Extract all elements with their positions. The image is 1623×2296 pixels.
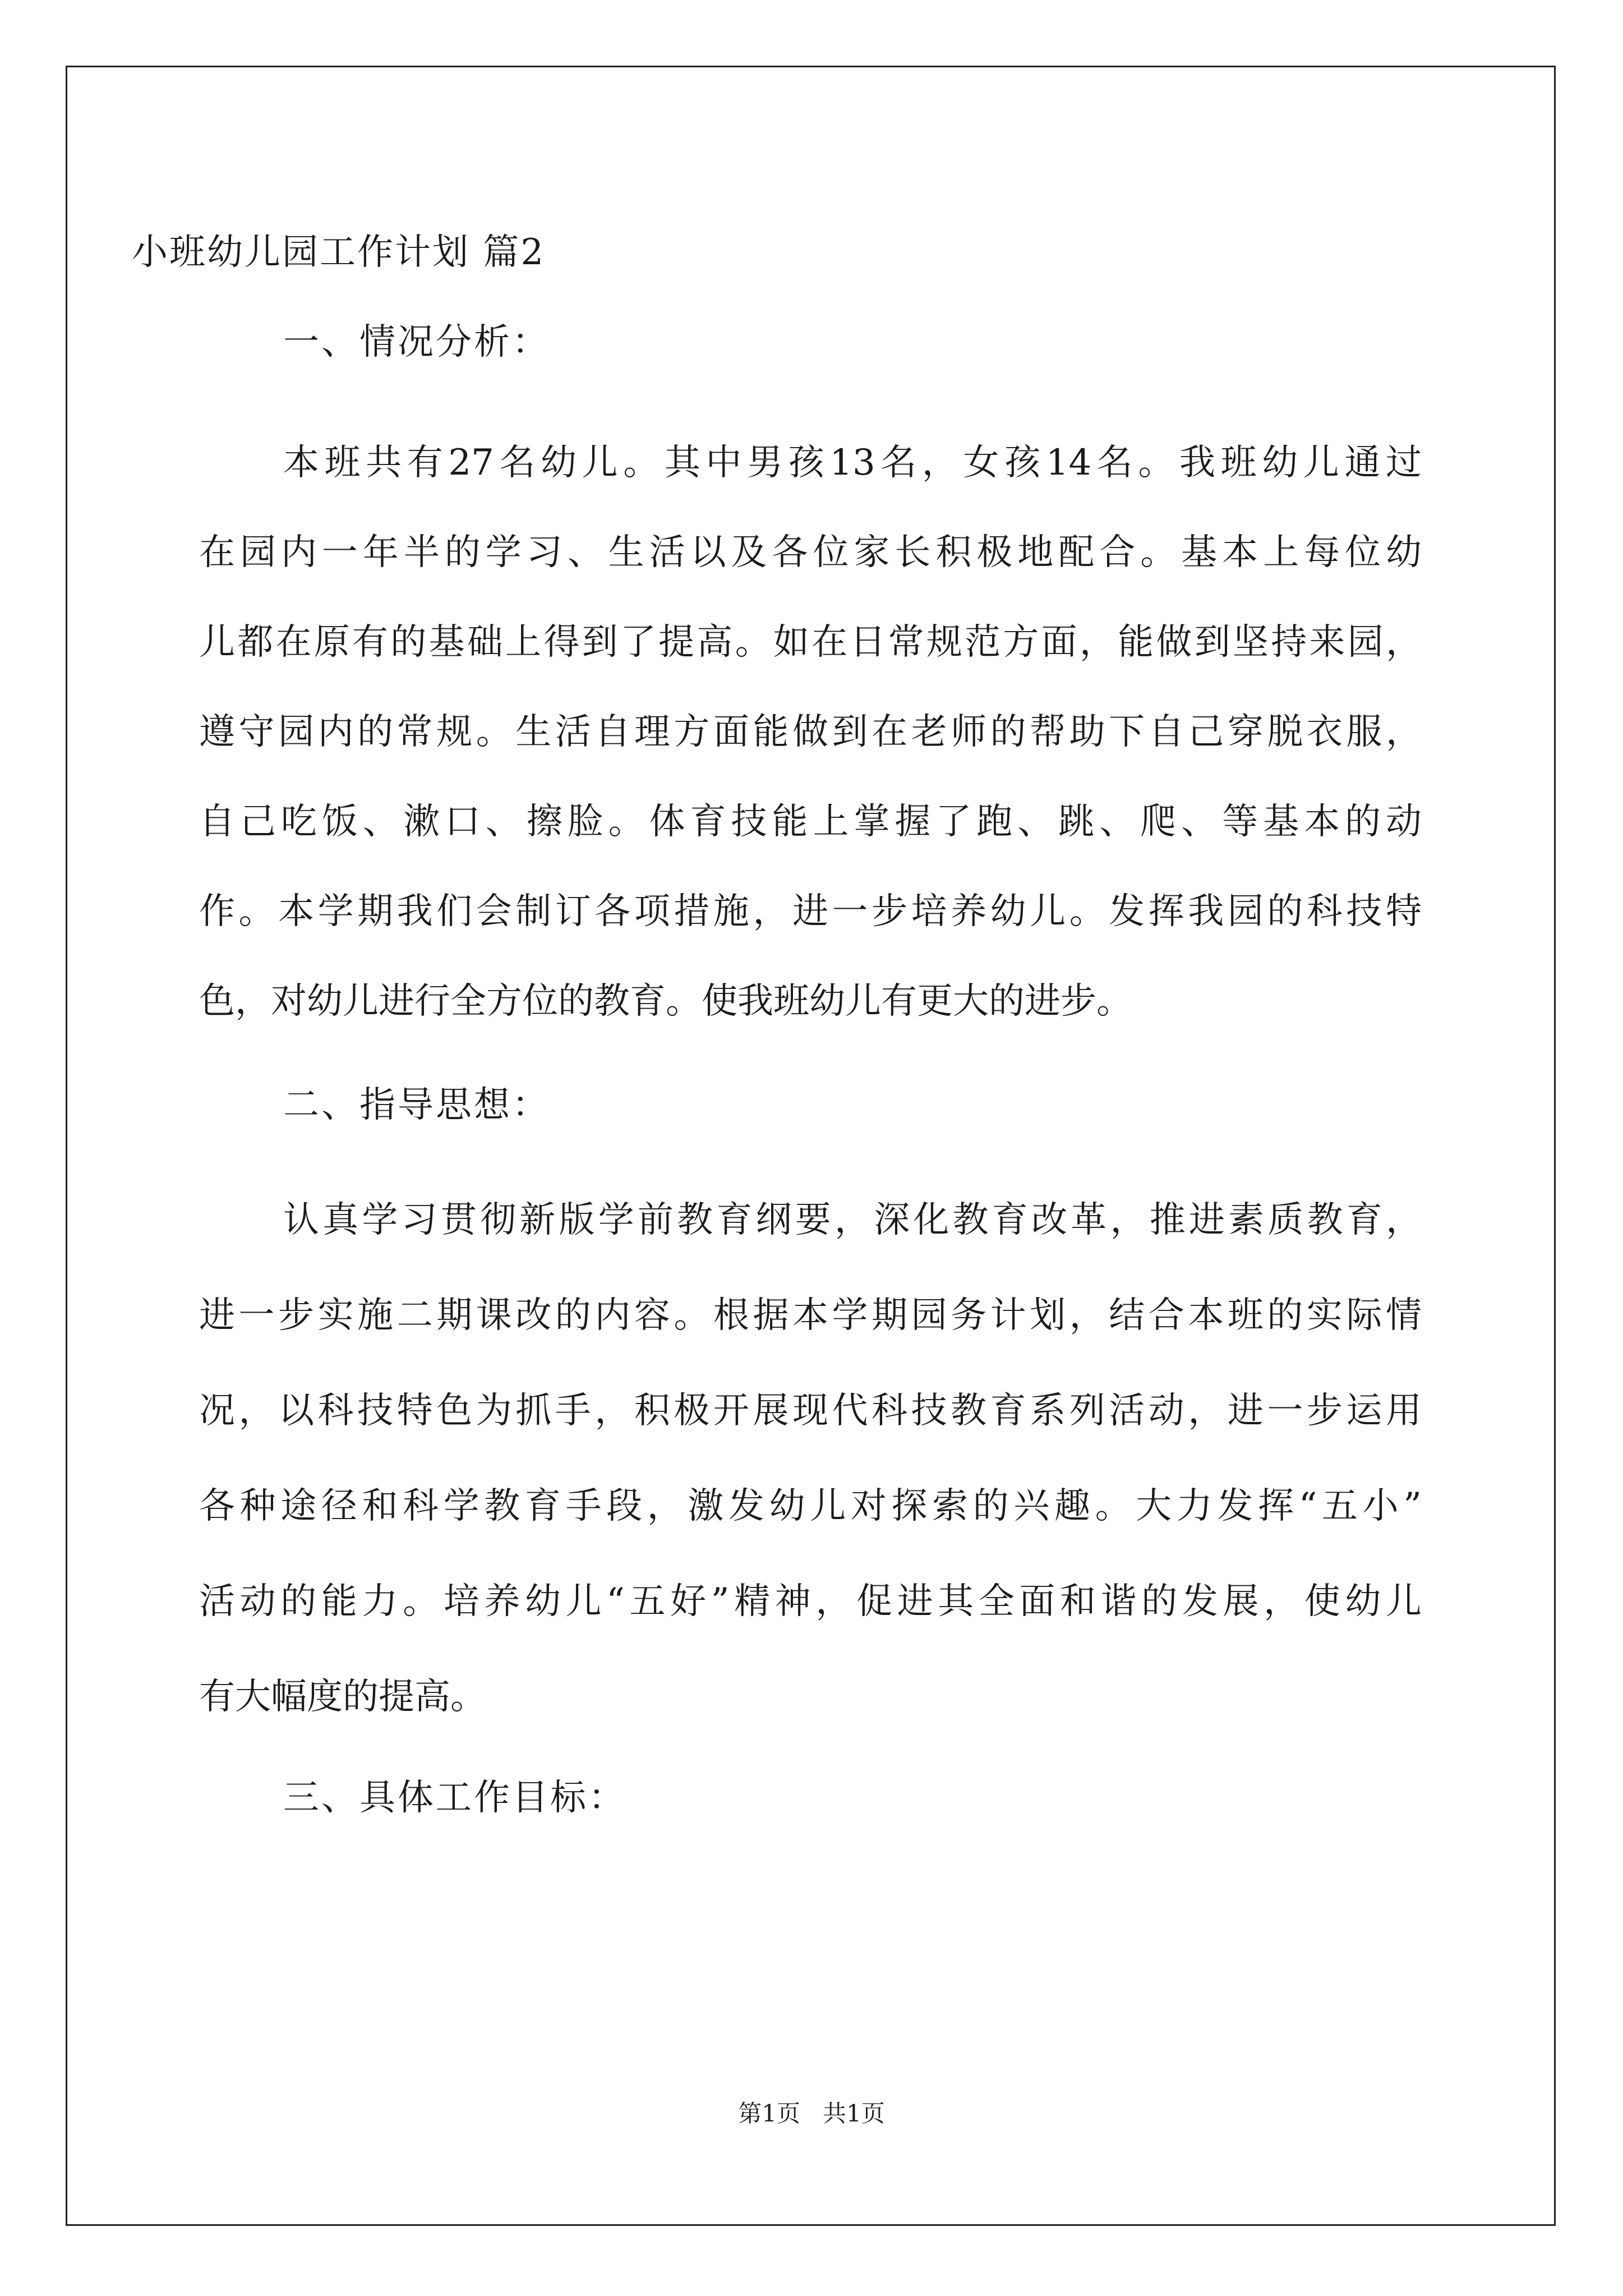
paragraph-line: 在园内一年半的学习、生活以及各位家长积极地配合。基本上每位幼 xyxy=(199,532,1422,573)
paragraph-line: 自己吃饭、漱口、擦脸。体育技能上掌握了跑、跳、爬、等基本的动 xyxy=(199,801,1422,843)
paragraph-line: 有大幅度的提高。 xyxy=(199,1676,486,1718)
paragraph-line: 遵守园内的常规。生活自理方面能做到在老师的帮助下自己穿脱衣服， xyxy=(199,711,1422,753)
paragraph-line: 各种途径和科学教育手段，激发幼儿对探索的兴趣。大力发挥“五小” xyxy=(199,1485,1422,1527)
paragraph-line: 作。本学期我们会制订各项措施，进一步培养幼儿。发挥我园的科技特 xyxy=(199,891,1422,932)
paragraph-line: 认真学习贯彻新版学前教育纲要，深化教育改革，推进素质教育， xyxy=(283,1199,1422,1241)
paragraph-line: 色，对幼儿进行全方位的教育。使我班幼儿有更大的进步。 xyxy=(199,981,1132,1022)
page-border xyxy=(66,66,1556,2226)
paragraph-line: 进一步实施二期课改的内容。根据本学期园务计划，结合本班的实际情 xyxy=(199,1295,1422,1336)
page-title: 小班幼儿园工作计划 篇2 xyxy=(132,232,546,273)
paragraph-line: 儿都在原有的基础上得到了提高。如在日常规范方面，能做到坚持来园， xyxy=(199,622,1422,663)
section-heading: 三、具体工作目标： xyxy=(283,1777,626,1819)
paragraph-line: 本班共有27名幼儿。其中男孩13名，女孩14名。我班幼儿通过 xyxy=(283,442,1422,484)
paragraph-line: 况，以科技特色为抓手，积极开展现代科技教育系列活动，进一步运用 xyxy=(199,1390,1422,1432)
paragraph-line: 活动的能力。培养幼儿“五好”精神，促进其全面和谐的发展，使幼儿 xyxy=(199,1581,1422,1622)
section-heading: 一、情况分析： xyxy=(283,321,550,363)
section-heading: 二、指导思想： xyxy=(283,1084,550,1126)
page-footer: 第1页 共1页 xyxy=(738,2100,885,2127)
